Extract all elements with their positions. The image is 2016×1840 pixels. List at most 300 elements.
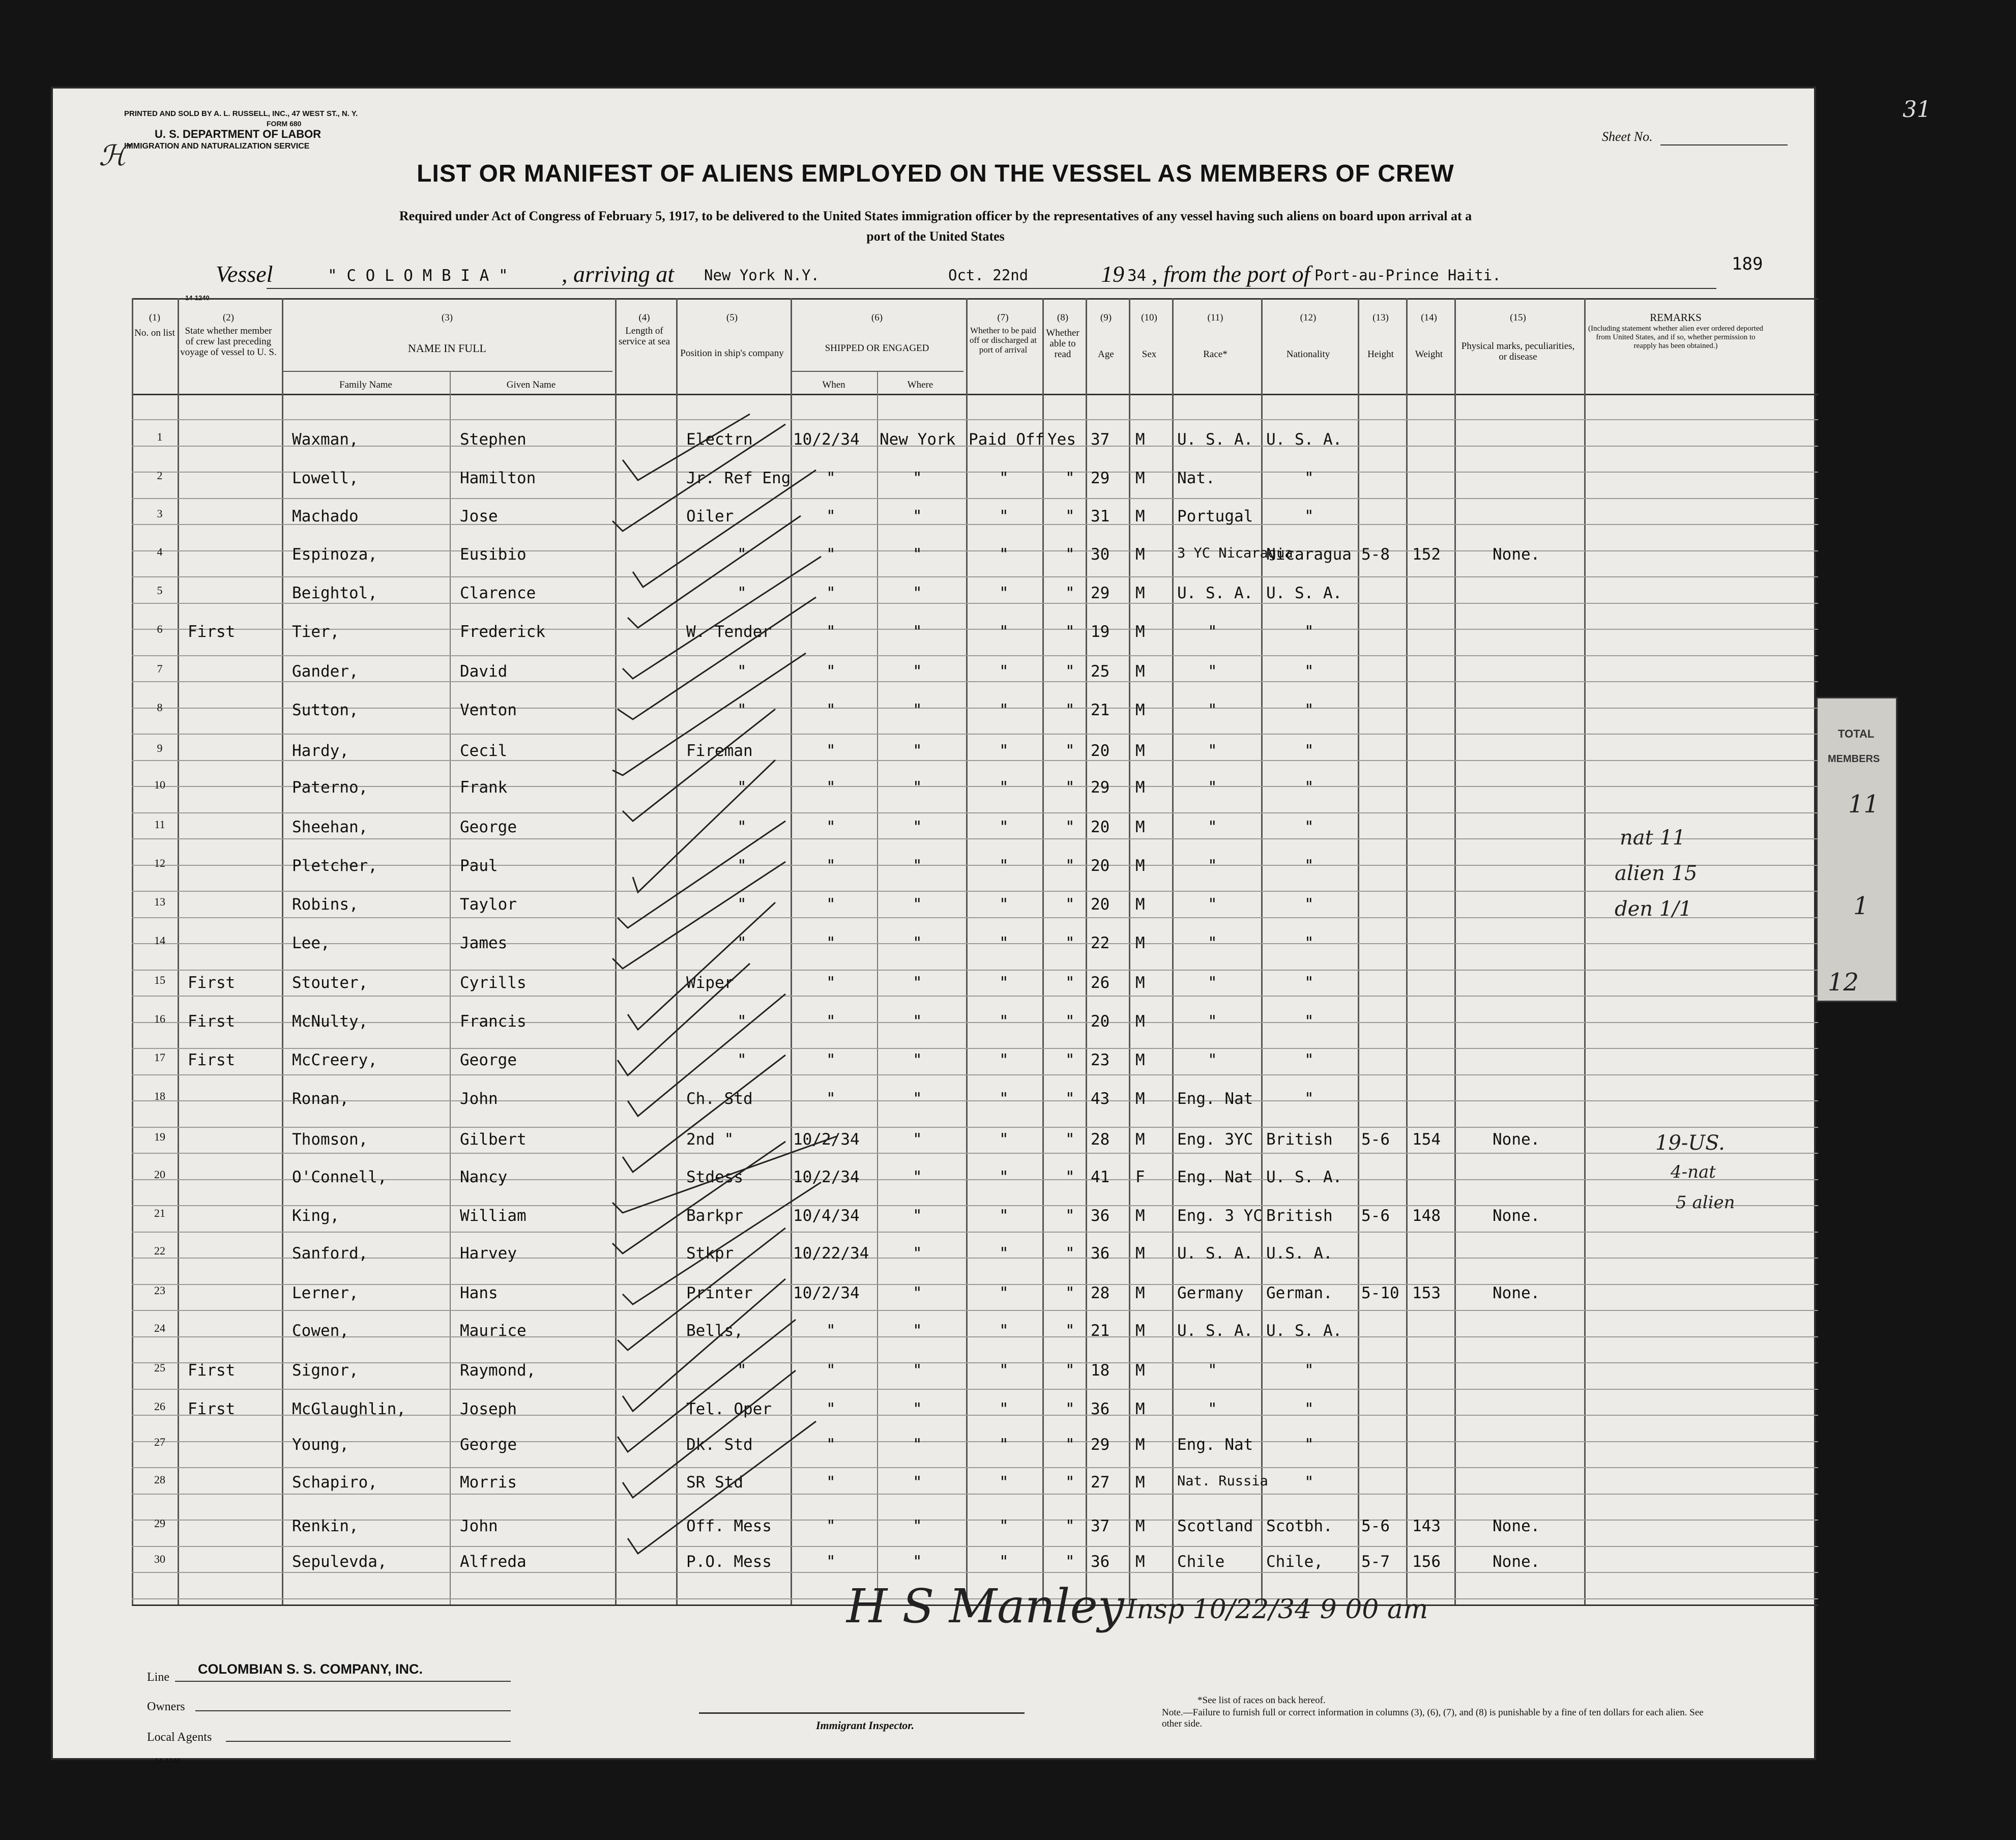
sheet-number-line (1660, 144, 1788, 145)
cell-given-name: George (460, 1051, 517, 1069)
cell-paid-off: " (999, 1400, 1009, 1418)
cell-shipped-where: " (913, 1207, 922, 1225)
cell-able-to-read: " (1065, 818, 1075, 836)
cell-position: Tel. Oper (686, 1400, 772, 1418)
cell-able-to-read: " (1065, 1051, 1075, 1069)
cell-nationality: " (1304, 1400, 1314, 1418)
cell-paid-off: " (999, 507, 1009, 525)
cell-given-name: David (460, 662, 508, 681)
col8-number: (8) (1057, 312, 1069, 323)
departure-port: Port-au-Prince Haiti. (1314, 267, 1501, 284)
cell-sex: M (1135, 1400, 1145, 1418)
cell-position: Dk. Std (686, 1436, 753, 1454)
cell-race: Eng. 3YC (1177, 1130, 1253, 1149)
table-row (53, 742, 1818, 764)
cell-shipped-when: " (826, 1090, 836, 1108)
cell-family-name: Thomson, (292, 1130, 368, 1149)
cell-race: Scotland (1177, 1517, 1253, 1535)
cell-able-to-read: " (1065, 742, 1075, 760)
cell-shipped-when: " (826, 1473, 836, 1492)
table-row (53, 1473, 1818, 1496)
cell-nationality: " (1304, 934, 1314, 952)
vessel-name: " C O L O M B I A " (328, 267, 508, 285)
corner-page-mark: 31 (1903, 97, 1931, 123)
cell-given-name: Maurice (460, 1322, 527, 1340)
col12-number: (12) (1300, 312, 1317, 323)
cell-age: 37 (1091, 1517, 1110, 1535)
sheet-number-label: Sheet No. (1602, 129, 1653, 144)
col3-number: (3) (441, 312, 453, 323)
cell-able-to-read: " (1065, 1012, 1075, 1031)
cell-shipped-when: " (826, 1553, 836, 1571)
cell-sex: M (1135, 1517, 1145, 1535)
cell-given-name: Frederick (460, 623, 545, 641)
cell-paid-off: " (999, 857, 1009, 875)
cell-shipped-where: " (913, 1168, 922, 1186)
cell-age: 43 (1091, 1090, 1110, 1108)
cell-list-number: 3 (157, 507, 163, 520)
cell-age: 29 (1091, 469, 1110, 487)
cell-age: 20 (1091, 818, 1110, 836)
cell-race: Eng. Nat (1177, 1436, 1253, 1454)
cell-race: " (1208, 1012, 1217, 1031)
cell-list-number: 13 (154, 895, 165, 908)
cell-race: " (1208, 934, 1217, 952)
cell-shipped-when: " (826, 1436, 836, 1454)
cell-able-to-read: " (1065, 1244, 1075, 1263)
cell-family-name: Sanford, (292, 1244, 368, 1263)
cell-paid-off: " (999, 545, 1009, 564)
cell-family-name: Sheehan, (292, 818, 368, 836)
col2-header: State whether member of crew last preceding voyage of vessel to U. S. (180, 326, 277, 358)
cell-position: " (737, 895, 747, 914)
cell-shipped-when: " (826, 701, 836, 719)
summary-tab (1816, 697, 1897, 1002)
year-prefix: 19 (1101, 261, 1124, 287)
table-row (53, 1436, 1818, 1458)
cell-nationality: " (1304, 1051, 1314, 1069)
cell-able-to-read: " (1065, 1130, 1075, 1149)
col11-number: (11) (1207, 312, 1223, 323)
cell-family-name: Hardy, (292, 742, 349, 760)
cell-given-name: Clarence (460, 584, 536, 602)
cell-race: U. S. A. (1177, 430, 1253, 449)
cell-shipped-where: " (913, 1361, 922, 1380)
cell-race: Nat. Russia (1177, 1473, 1268, 1489)
cell-age: 23 (1091, 1051, 1110, 1069)
local-agents-label: Local Agents (147, 1731, 212, 1744)
cell-given-name: Raymond, (460, 1361, 536, 1380)
header-sub-rule (791, 371, 963, 372)
cell-list-number: 17 (154, 1051, 165, 1064)
col10-number: (10) (1141, 312, 1157, 323)
cell-able-to-read: " (1065, 701, 1075, 719)
cell-list-number: 27 (154, 1436, 165, 1448)
cell-list-number: 23 (154, 1284, 165, 1297)
vessel-underline (267, 288, 1716, 289)
remark-den-count: den 1/1 (1615, 897, 1692, 921)
line-value: COLOMBIAN S. S. COMPANY, INC. (198, 1661, 423, 1677)
cell-able-to-read: " (1065, 584, 1075, 602)
cell-shipped-when: 10/22/34 (793, 1244, 869, 1263)
cell-race: Portugal (1177, 507, 1253, 525)
cell-sex: M (1135, 1130, 1145, 1149)
table-row (53, 1322, 1818, 1344)
cell-family-name: Beightol, (292, 584, 377, 602)
cell-position: SR Std (686, 1473, 743, 1492)
service-name: IMMIGRATION AND NATURALIZATION SERVICE (124, 142, 310, 151)
cell-family-name: Cowen, (292, 1322, 349, 1340)
cell-sex: M (1135, 430, 1145, 449)
table-row (53, 1553, 1818, 1575)
tab-total-label: TOTAL (1838, 727, 1875, 740)
cell-list-number: 25 (154, 1361, 165, 1374)
cell-age: 26 (1091, 974, 1110, 992)
cell-physical-marks: None. (1493, 1130, 1540, 1149)
cell-sex: M (1135, 662, 1145, 681)
cell-position: " (737, 1361, 747, 1380)
cell-sex: M (1135, 1322, 1145, 1340)
cell-age: 20 (1091, 895, 1110, 914)
remark-nat-count: nat 11 (1620, 826, 1686, 850)
cell-physical-marks: None. (1493, 1284, 1540, 1302)
cell-given-name: Jose (460, 507, 498, 525)
cell-position: " (737, 1012, 747, 1031)
cell-family-name: Sepulevda, (292, 1553, 387, 1571)
cell-physical-marks: None. (1493, 1517, 1540, 1535)
cell-family-name: McGlaughlin, (292, 1400, 406, 1418)
cell-shipped-where: " (913, 1473, 922, 1492)
cell-paid-off: " (999, 742, 1009, 760)
cell-nationality: " (1304, 662, 1314, 681)
cell-given-name: Taylor (460, 895, 517, 914)
cell-given-name: Morris (460, 1473, 517, 1492)
col9-header: Age (1098, 349, 1114, 360)
cell-list-number: 22 (154, 1244, 165, 1257)
cell-nationality: U. S. A. (1266, 1168, 1342, 1186)
cell-paid-off: Paid Off (969, 430, 1045, 449)
tab-count-12: 12 (1828, 968, 1859, 997)
cell-nationality: " (1304, 742, 1314, 760)
cell-height: 5-6 (1361, 1207, 1390, 1225)
col1-number: (1) (149, 312, 161, 323)
table-row (53, 469, 1818, 491)
cell-given-name: Cecil (460, 742, 508, 760)
col6-header: SHIPPED OR ENGAGED (825, 343, 929, 354)
cell-age: 37 (1091, 430, 1110, 449)
cell-physical-marks: None. (1493, 1553, 1540, 1571)
cell-able-to-read: Yes (1047, 430, 1076, 449)
cell-able-to-read: " (1065, 857, 1075, 875)
cell-shipped-where: " (913, 469, 922, 487)
cell-sex: F (1135, 1168, 1145, 1186)
cell-shipped-when: " (826, 1517, 836, 1535)
cell-position: " (737, 934, 747, 952)
cell-age: 28 (1091, 1130, 1110, 1149)
cell-able-to-read: " (1065, 934, 1075, 952)
cell-sex: M (1135, 818, 1145, 836)
table-top-border (132, 298, 1818, 300)
cell-able-to-read: " (1065, 469, 1075, 487)
cell-age: 36 (1091, 1244, 1110, 1263)
cell-position: " (737, 778, 747, 797)
cell-position: Electrn (686, 430, 753, 449)
cell-height: 5-10 (1361, 1284, 1399, 1302)
cell-able-to-read: " (1065, 1361, 1075, 1380)
cell-nationality: " (1304, 469, 1314, 487)
cell-sex: M (1135, 623, 1145, 641)
cell-family-name: Lee, (292, 934, 330, 952)
inspector-label: Immigrant Inspector. (816, 1719, 915, 1732)
penalty-note: Note.—Failure to furnish full or correct information in columns (3), (6), (7), and (8) is punishable by a fine of ten dollars for each alien. See other side. (1162, 1707, 1704, 1729)
cell-paid-off: " (999, 1322, 1009, 1340)
cell-list-number: 30 (154, 1553, 165, 1565)
tab-count-1: 1 (1853, 892, 1869, 920)
cell-list-number: 7 (157, 662, 163, 675)
cell-sex: M (1135, 1090, 1145, 1108)
cell-paid-off: " (999, 1244, 1009, 1263)
table-row (53, 430, 1818, 453)
cell-shipped-where: " (913, 818, 922, 836)
service-check-marks (582, 404, 867, 1625)
cell-position: " (737, 545, 747, 564)
races-note: *See list of races on back hereof. (1197, 1695, 1326, 1706)
cell-shipped-when: " (826, 662, 836, 681)
cell-given-name: Stephen (460, 430, 527, 449)
cell-age: 36 (1091, 1207, 1110, 1225)
cell-family-name: O'Connell, (292, 1168, 387, 1186)
cell-race: Chile (1177, 1553, 1225, 1571)
cell-shipped-where: " (913, 1051, 922, 1069)
cell-position: " (737, 662, 747, 681)
remarks-header: REMARKS (1650, 311, 1702, 324)
cell-list-number: 16 (154, 1012, 165, 1025)
cell-position: Wiper (686, 974, 734, 992)
cell-list-number: 19 (154, 1130, 165, 1143)
cell-sex: M (1135, 895, 1145, 914)
from-port-label: , from the port of (1152, 261, 1310, 287)
cell-sex: M (1135, 1207, 1145, 1225)
cell-list-number: 18 (154, 1090, 165, 1102)
form-code-bottom: 14-1240 (155, 1757, 181, 1765)
col15-header: Physical marks, peculiarities, or disease (1461, 341, 1575, 362)
table-row (53, 584, 1818, 606)
cell-family-name: Gander, (292, 662, 359, 681)
cell-family-name: King, (292, 1207, 340, 1225)
cell-nationality: " (1304, 507, 1314, 525)
cell-paid-off: " (999, 1130, 1009, 1149)
cell-paid-off: " (999, 1090, 1009, 1108)
table-row (53, 545, 1818, 568)
table-row (53, 778, 1818, 801)
cell-paid-off: " (999, 1051, 1009, 1069)
cell-nationality: " (1304, 1361, 1314, 1380)
cell-race: 3 YC Nicaragua (1177, 545, 1293, 561)
cell-sex: M (1135, 974, 1145, 992)
cell-nationality: " (1304, 778, 1314, 797)
cell-height: 5-7 (1361, 1553, 1390, 1571)
cell-given-name: Eusibio (460, 545, 527, 564)
cell-position: Fireman (686, 742, 753, 760)
cell-age: 36 (1091, 1553, 1110, 1571)
cell-race: " (1208, 818, 1217, 836)
cell-age: 18 (1091, 1361, 1110, 1380)
cell-paid-off: " (999, 584, 1009, 602)
cell-sex: M (1135, 469, 1145, 487)
cell-race: Germany (1177, 1284, 1244, 1302)
cell-list-number: 28 (154, 1473, 165, 1486)
cell-shipped-when: " (826, 1361, 836, 1380)
cell-nationality: " (1304, 857, 1314, 875)
cell-nationality: " (1304, 895, 1314, 914)
cell-position: Barkpr (686, 1207, 743, 1225)
cell-family-name: Lowell, (292, 469, 359, 487)
cell-given-name: Francis (460, 1012, 527, 1031)
cell-shipped-where: " (913, 662, 922, 681)
cell-age: 20 (1091, 742, 1110, 760)
cell-age: 29 (1091, 584, 1110, 602)
cell-able-to-read: " (1065, 895, 1075, 914)
cell-able-to-read: " (1065, 1284, 1075, 1302)
cell-age: 30 (1091, 545, 1110, 564)
remark-alien-count: alien 15 (1615, 862, 1698, 885)
cell-family-name: Signor, (292, 1361, 359, 1380)
cell-paid-off: " (999, 1473, 1009, 1492)
cell-able-to-read: " (1065, 1090, 1075, 1108)
cell-nationality: U.S. A. (1266, 1244, 1333, 1263)
cell-list-number: 20 (154, 1168, 165, 1181)
table-row (53, 623, 1818, 645)
cell-age: 21 (1091, 701, 1110, 719)
col10-header: Sex (1142, 349, 1157, 360)
cell-race: " (1208, 895, 1217, 914)
cell-race: U. S. A. (1177, 1322, 1253, 1340)
cell-position: " (737, 818, 747, 836)
inspection-date: Insp 10/22/34 9 00 am (1126, 1594, 1428, 1625)
cell-position: " (737, 701, 747, 719)
ruled-line (132, 1205, 1818, 1206)
ruled-line (132, 1048, 1818, 1049)
cell-position: Oiler (686, 507, 734, 525)
cell-race: " (1208, 778, 1217, 797)
cell-able-to-read: " (1065, 778, 1075, 797)
cell-shipped-where: " (913, 1322, 922, 1340)
cell-age: 27 (1091, 1473, 1110, 1492)
cell-nationality: Scotbh. (1266, 1517, 1333, 1535)
col3b-header: Given Name (506, 379, 556, 390)
ruled-line (132, 734, 1818, 735)
cell-shipped-when: 10/2/34 (793, 1130, 860, 1149)
cell-paid-off: " (999, 1436, 1009, 1454)
cell-shipped-where: " (913, 934, 922, 952)
cell-sex: M (1135, 742, 1145, 760)
cell-position: Off. Mess (686, 1517, 772, 1535)
cell-position: Ch. Std (686, 1090, 753, 1108)
cell-shipped-where: " (913, 701, 922, 719)
ruled-line (132, 970, 1818, 971)
cell-list-number: 4 (157, 545, 163, 558)
cell-shipped-where: " (913, 974, 922, 992)
cell-given-name: John (460, 1090, 498, 1108)
cell-nationality: " (1304, 1473, 1314, 1492)
cell-position: " (737, 857, 747, 875)
cell-weight: 143 (1412, 1517, 1441, 1535)
cell-paid-off: " (999, 1207, 1009, 1225)
cell-position: W. Tender (686, 623, 772, 641)
cell-given-name: Hamilton (460, 469, 536, 487)
cell-able-to-read: " (1065, 1473, 1075, 1492)
cell-list-number: 24 (154, 1322, 165, 1334)
col9-number: (9) (1100, 312, 1112, 323)
cell-list-number: 2 (157, 469, 163, 482)
table-row (53, 1361, 1818, 1384)
cell-shipped-when: " (826, 1400, 836, 1418)
manifest-sheet (51, 86, 1816, 1765)
cell-shipped-when: 10/2/34 (793, 1284, 860, 1302)
cell-family-name: Sutton, (292, 701, 359, 719)
ruled-line (132, 891, 1818, 892)
cell-shipped-when: " (826, 469, 836, 487)
cell-paid-off: " (999, 701, 1009, 719)
cell-nationality: " (1304, 1436, 1314, 1454)
col5-header: Position in ship's company (680, 348, 784, 359)
cell-nationality: " (1304, 1012, 1314, 1031)
header-sub-rule (282, 371, 612, 372)
cell-list-number: 8 (157, 701, 163, 714)
cell-list-number: 11 (154, 818, 165, 831)
cell-race: Nat. (1177, 469, 1215, 487)
cell-nationality: British (1266, 1207, 1333, 1225)
table-row (53, 934, 1818, 956)
cell-shipped-where: New York (880, 430, 956, 449)
cell-shipped-where: " (913, 507, 922, 525)
form-number: FORM 680 (267, 120, 302, 128)
cell-weight: 154 (1412, 1130, 1441, 1149)
arrival-port: New York N.Y. (704, 267, 820, 284)
cell-list-number: 6 (157, 623, 163, 635)
cell-sex: M (1135, 1051, 1145, 1069)
col1-header: No. on list (134, 328, 175, 338)
cell-sex: M (1135, 934, 1145, 952)
cell-shipped-where: " (913, 1244, 922, 1263)
cell-list-number: 12 (154, 857, 165, 869)
cell-race: Eng. Nat (1177, 1168, 1253, 1186)
cell-shipped-when: " (826, 1322, 836, 1340)
cell-position: Printer (686, 1284, 753, 1302)
cell-race: Eng. 3 YC (1177, 1207, 1263, 1225)
cell-shipped-where: " (913, 1517, 922, 1535)
cell-sex: M (1135, 701, 1145, 719)
cell-age: 21 (1091, 1322, 1110, 1340)
cell-shipped-where: " (913, 1284, 922, 1302)
cell-shipped-when: " (826, 974, 836, 992)
cell-family-name: Young, (292, 1436, 349, 1454)
cell-race: Eng. Nat (1177, 1090, 1253, 1108)
cell-shipped-where: " (913, 895, 922, 914)
table-row (53, 662, 1818, 685)
cell-physical-marks: None. (1493, 545, 1540, 564)
cell-able-to-read: " (1065, 1517, 1075, 1535)
cell-nationality: German. (1266, 1284, 1333, 1302)
cell-nationality: U. S. A. (1266, 584, 1342, 602)
cell-given-name: Hans (460, 1284, 498, 1302)
cell-given-name: Alfreda (460, 1553, 527, 1571)
col2-number: (2) (222, 312, 235, 323)
cell-paid-off: " (999, 778, 1009, 797)
col6-number: (6) (871, 312, 883, 323)
line-underline (175, 1681, 511, 1682)
cell-able-to-read: " (1065, 623, 1075, 641)
